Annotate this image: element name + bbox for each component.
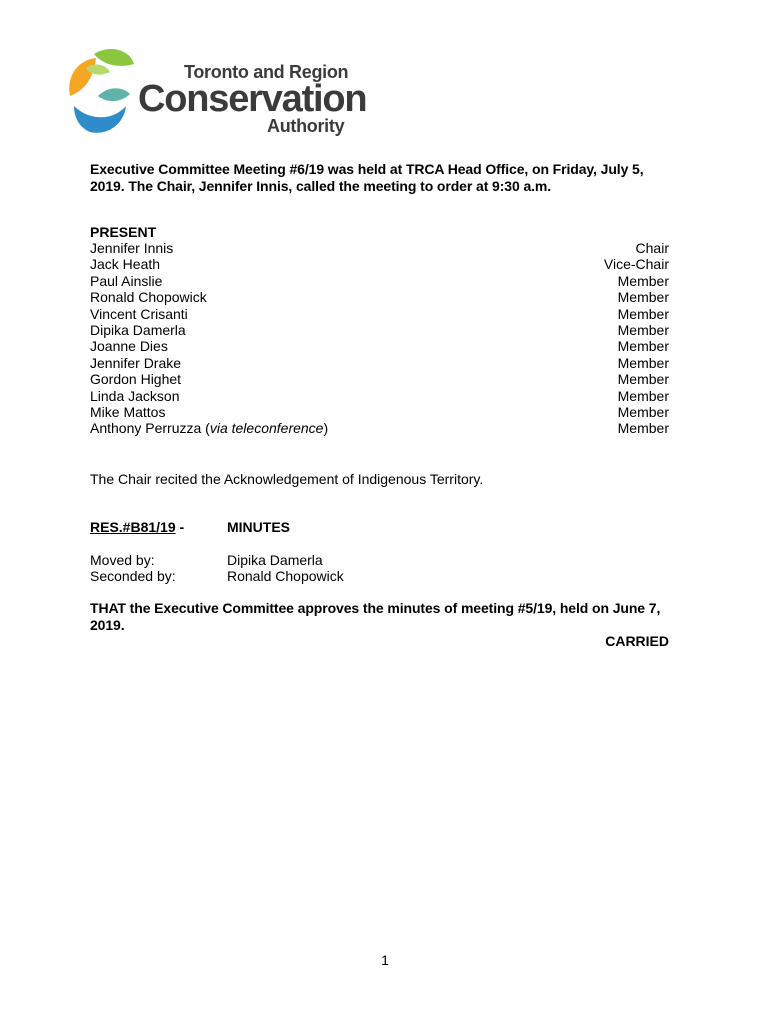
- attendee-name: Paul Ainslie: [90, 272, 163, 289]
- attendee-list: [90, 240, 669, 437]
- attendee-role: Member: [617, 420, 669, 437]
- attendee-name: Ronald Chopowick: [90, 289, 207, 306]
- attendee-name-wrap: [90, 256, 160, 272]
- attendee-row: [90, 355, 669, 371]
- attendee-name-wrap: [90, 420, 328, 436]
- moved-by-label: Moved by:: [90, 552, 155, 568]
- attendee-name-wrap: [90, 240, 173, 256]
- attendee-role: Member: [617, 321, 669, 338]
- attendee-row: [90, 273, 669, 289]
- meeting-intro: Executive Committee Meeting #6/19 was held at TRCA Head Office, on Friday, July 5, 2019. The Chair, Jennifer Innis, called the meeting to order at 9:30 a.m.: [90, 161, 644, 194]
- attendee-name-wrap: [90, 289, 207, 305]
- attendee-role: Member: [617, 354, 669, 371]
- seconded-by-label: Seconded by:: [90, 568, 176, 585]
- attendee-row: [90, 240, 669, 256]
- attendee-role: Member: [617, 403, 669, 420]
- attendee-role: Member: [617, 272, 669, 289]
- attendee-role: Member: [617, 338, 669, 355]
- attendee-row: [90, 322, 669, 338]
- logo-text-authority: Authority: [267, 116, 345, 136]
- attendee-note: via teleconference: [209, 420, 324, 437]
- attendee-row: [90, 388, 669, 404]
- attendee-name: Anthony Perruzza (: [90, 420, 210, 437]
- attendee-name-wrap: [90, 388, 180, 404]
- attendee-name: Dipika Damerla: [90, 321, 186, 338]
- attendee-name: Jennifer Drake: [90, 354, 182, 371]
- attendee-name-wrap: [90, 273, 162, 289]
- attendee-name-wrap: [90, 322, 186, 338]
- attendee-row: [90, 306, 669, 322]
- attendee-role: Member: [617, 387, 669, 404]
- resolution-heading: [90, 519, 680, 535]
- attendee-row: [90, 338, 669, 354]
- trca-logo: [64, 46, 367, 142]
- acknowledgement-text: The Chair recited the Acknowledgement of Indigenous Territory.: [90, 471, 484, 487]
- resolution-dash: -: [175, 519, 185, 535]
- attendee-name: Joanne Dies: [90, 338, 168, 355]
- moved-by-value: Dipika Damerla: [227, 552, 323, 568]
- seconded-by-value: Ronald Chopowick: [227, 568, 344, 585]
- motion-block: [90, 552, 680, 585]
- present-heading: PRESENT: [90, 224, 157, 240]
- attendee-name: Mike Mattos: [90, 403, 166, 420]
- attendee-note-close: ): [323, 420, 329, 437]
- attendee-name-wrap: [90, 338, 168, 354]
- attendee-row: [90, 289, 669, 305]
- logo-text-conservation: Conservation: [138, 78, 367, 120]
- seconded-by-row: [90, 568, 680, 584]
- attendee-name-wrap: [90, 404, 165, 420]
- resolution-id: RES.#B81/19: [90, 519, 176, 535]
- attendee-name: Jennifer Innis: [90, 240, 174, 256]
- page-number: 1: [381, 952, 389, 968]
- attendee-name-wrap: [90, 355, 181, 371]
- logo-text-toronto-and-region: Toronto and Region: [184, 62, 349, 82]
- attendee-role: Member: [617, 371, 669, 388]
- attendee-name-wrap: [90, 371, 181, 387]
- attendee-row: [90, 371, 669, 387]
- resolution-outcome: CARRIED: [605, 633, 669, 649]
- attendee-role: Member: [617, 305, 669, 322]
- attendee-role: Vice-Chair: [603, 256, 669, 273]
- resolution-title: MINUTES: [227, 519, 290, 535]
- attendee-role: Chair: [635, 240, 669, 256]
- moved-by-row: [90, 552, 680, 568]
- attendee-row: [90, 420, 669, 436]
- attendee-name: Vincent Crisanti: [90, 305, 188, 322]
- attendee-name-wrap: [90, 306, 188, 322]
- attendee-row: [90, 404, 669, 420]
- attendee-role: Member: [617, 289, 669, 306]
- attendee-row: [90, 256, 669, 272]
- attendee-name: Jack Heath: [90, 256, 161, 273]
- attendee-name: Gordon Highet: [90, 371, 182, 388]
- attendee-name: Linda Jackson: [90, 387, 180, 404]
- resolution-text: THAT the Executive Committee approves the minutes of meeting #5/19, held on June 7, 2019.: [90, 600, 661, 633]
